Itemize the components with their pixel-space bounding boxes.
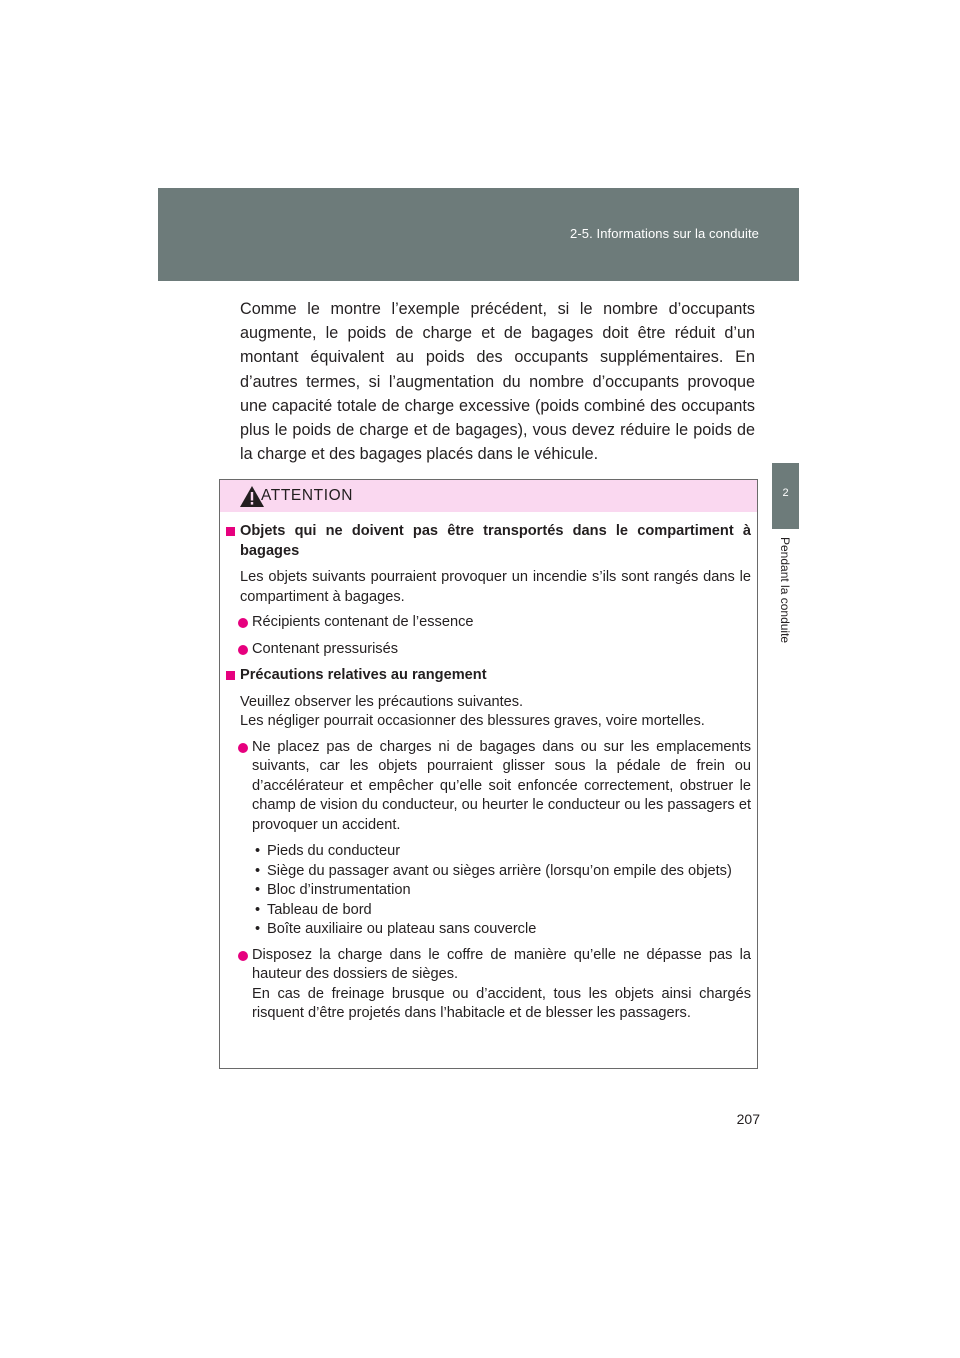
section-text: Veuillez observer les précautions suivantes. Les négliger pourrait occasionner des blessures graves, voire mortelles. — [240, 693, 705, 729]
page-header — [158, 188, 799, 281]
section-title: 2-5. Informations sur la conduite — [569, 226, 759, 241]
list-item: Contenant pressurisés — [223, 640, 751, 660]
list-item: • Tableau de bord — [252, 901, 751, 921]
square-bullet-icon — [226, 527, 235, 536]
intro-paragraph: Comme le montre l’exemple précédent, si le nombre d’occupants augmente, le poids de charge et de bagages doit être réduit d’un montant équivalent au poids des occupants supplémentaires. En d’autres termes, si l’augmentation du nombre d’occupants provoque une capacité totale de charge excessive (poids combiné des occupants plus le poids de charge et de bagages), vous devez réduire le poids de la charge et des bagages placés dans le véhicule. — [240, 300, 755, 464]
location-list — [223, 842, 751, 940]
list-item: Ne placez pas de charges ni de bagages dans ou sur les emplacements suivants, car les objets pourraient glisser sous la pédale de frein ou d’accélérateur et empêcher qu’elle soit enfoncée correctement, obstruer le champ de vision du conducteur, ou heurter le conducteur ou les passagers et provoquer un accident. — [223, 738, 751, 836]
circle-bullet-icon — [238, 618, 248, 628]
square-bullet-icon — [226, 671, 235, 680]
caution-header — [220, 480, 757, 512]
caution-title: ATTENTION — [261, 487, 354, 504]
circle-bullet-icon — [238, 951, 248, 961]
list-item: • Pieds du conducteur — [252, 842, 751, 862]
circle-bullet-icon — [238, 743, 248, 753]
list-item: • Bloc d’instrumentation — [252, 881, 751, 901]
caution-box — [219, 479, 758, 1069]
section-text: Les objets suivants pourraient provoquer un incendie s’ils sont rangés dans le compartiment à bagages. — [240, 569, 751, 605]
chapter-label: Pendant la conduite — [778, 537, 792, 644]
list-item: • Boîte auxiliaire ou plateau sans couvercle — [252, 920, 751, 940]
section-heading: Objets qui ne doivent pas être transportés dans le compartiment à bagages — [223, 522, 751, 561]
list-item: Disposez la charge dans le coffre de manière qu’elle ne dépasse pas la hauteur des dossiers de sièges. En cas de freinage brusque ou d’accident, tous les objets ainsi chargés risquent d’être projetés dans l’habitacle et de blesser les passagers. — [223, 946, 751, 1024]
chapter-number: 2 — [782, 487, 789, 499]
caution-body — [220, 512, 757, 1024]
circle-bullet-icon — [238, 645, 248, 655]
list-item: • Siège du passager avant ou sièges arrière (lorsqu’on empile des objets) — [252, 862, 751, 882]
page-number: 207 — [736, 1111, 760, 1127]
section-heading: Précautions relatives au rangement — [223, 666, 751, 686]
list-item: Récipients contenant de l’essence — [223, 613, 751, 633]
chapter-tab — [772, 463, 799, 529]
